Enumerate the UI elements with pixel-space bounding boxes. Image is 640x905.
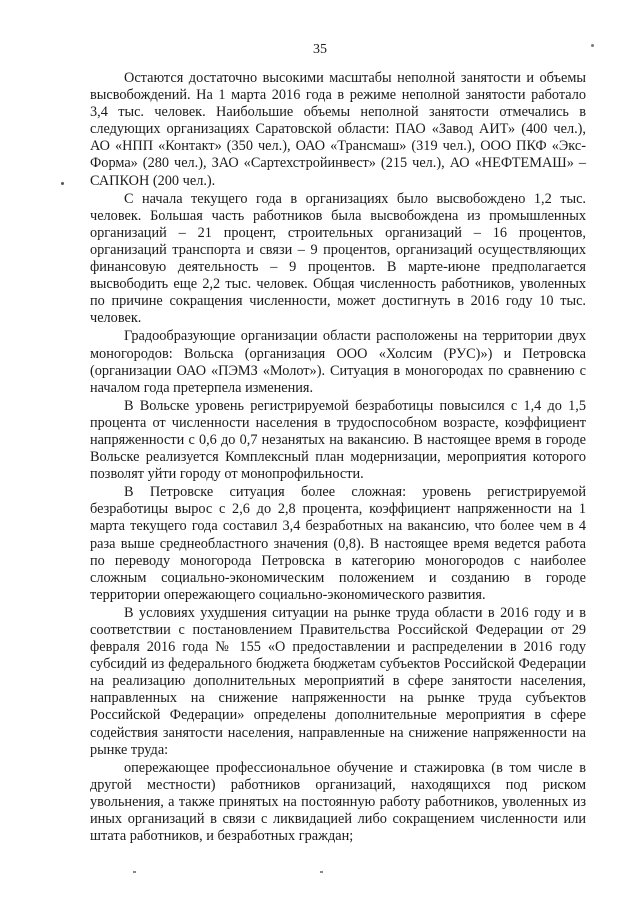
page-number: 35 [313,42,327,57]
paragraph-part-time-employment: Остаются достаточно высокими масштабы неполной занятости и объемы высвобождений. На 1 марта 2016 года в режиме неполной занятости работало 3,4 тыс. человек. Наибольшие объемы неполной занятости отмечались в следующих организациях Саратовской области: ПАО «Завод АИТ» (400 чел.), АО «НПП «Контакт» (350 чел.), ОАО «Трансмаш» (319 чел.), ООО ПКФ «Экс-Форма» (280 чел.), ЗАО «Сартехстройинвест» (215 чел.), АО «НЕФТЕМАШ» – САПКОН (200 чел.). [90,70,586,189]
paragraph-advance-training: опережающее профессиональное обучение и стажировка (в том числе в другой местности) работников организаций, находящихся под риском увольнения, а также принятых на постоянную работу работников, уволенных из иных организаций в связи с ликвидацией либо сокращением численности или штата работников, и безработных граждан; [90,759,586,845]
scan-speck [133,871,136,873]
scan-speck [591,44,594,47]
document-body [90,70,586,846]
paragraph-volsk: В Вольске уровень регистрируемой безработицы повысился с 1,4 до 1,5 процента от численности населения в трудоспособном возрасте, коэффициент напряженности с 0,6 до 0,7 незанятых на вакансию. В настоящее время в городе Вольске реализуется Комплексный план модернизации, мероприятия которого позволят уйти городу от монопрофильности. [90,397,586,483]
scan-speck [320,871,323,873]
paragraph-single-industry-towns: Градообразующие организации области расположены на территории двух моногородов: Вольска (организация ООО «Холсим (РУС)») и Петровска (организации ОАО «ПЭМЗ «Молот»). Ситуация в моногородах по сравнению с началом года претерпела изменения. [90,328,586,396]
paragraph-petrovsk: В Петровске ситуация более сложная: уровень регистрируемой безработицы вырос с 2,6 до 2,8 процента, коэффициент напряженности на 1 марта текущего года составил 3,4 безработных на вакансию, что более чем в 4 раза выше среднеобластного значения (0,8). В настоящее время ведется работа по переводу моногорода Петровска в категорию моногородов с наиболее сложным социально-экономическим положением и созданию в городе территории опережающего социально-экономического развития. [90,484,586,603]
margin-mark [61,182,64,185]
paragraph-layoffs: С начала текущего года в организациях было высвобождено 1,2 тыс. человек. Большая часть работников была высвобождена из промышленных организаций – 21 процент, строительных организаций – 16 процентов, организаций транспорта и связи – 9 процентов, организаций осуществляющих финансовую деятельность – 9 процентов. В марте-июне предполагается высвободить еще 2,2 тыс. человек. Общая численность работников, уволенных по причине сокращения численности, может достигнуть в 2016 году 10 тыс. человек. [90,190,586,327]
paragraph-government-decree: В условиях ухудшения ситуации на рынке труда области в 2016 году и в соответствии с постановлением Правительства Российской Федерации от 29 февраля 2016 года № 155 «О предоставлении и распределении в 2016 году субсидий из федерального бюджета бюджетам субъектов Российской Федерации на реализацию дополнительных мероприятий в сфере занятости населения, направленных на снижение напряженности на рынке труда субъектов Российской Федерации» определены дополнительные мероприятия в сфере содействия занятости населения, направленные на снижение напряженности на рынке труда: [90,604,586,758]
